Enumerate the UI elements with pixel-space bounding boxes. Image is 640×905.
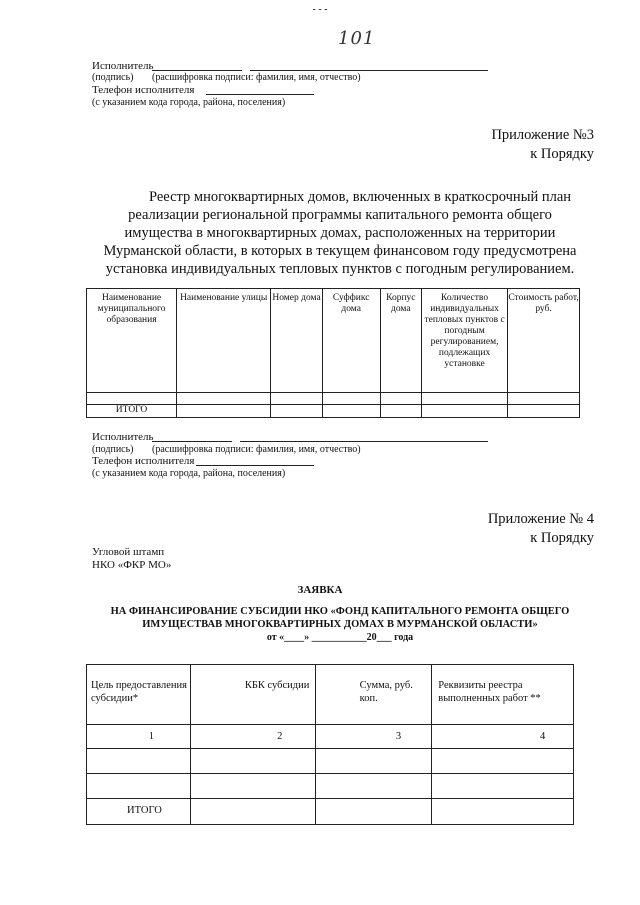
header-cell: Стоимость работ, руб.: [508, 289, 580, 393]
heading-line: установка индивидуальных тепловых пунктов с погодным регулированием.: [105, 261, 575, 277]
header-cell: Суффикс дома: [322, 289, 380, 393]
signature-line: [152, 441, 232, 442]
heading-line: реализации региональной программы капитального ремонта общего: [128, 207, 552, 223]
column-number: 4: [432, 725, 574, 749]
total-row: [87, 799, 574, 825]
table-header-row: [87, 289, 580, 393]
handwritten-page-number: 101: [338, 28, 376, 49]
executor-label: Исполнитель: [92, 60, 154, 72]
request-title: ЗАЯВКА: [297, 584, 343, 596]
header-cell: Корпус дома: [380, 289, 422, 393]
request-heading: [60, 605, 620, 631]
header-cell: Сумма, руб. коп.: [315, 665, 432, 725]
total-label: ИТОГО: [87, 799, 191, 825]
total-label: ИТОГО: [87, 405, 177, 418]
header-cell: Наименование муниципального образования: [87, 289, 177, 393]
request-heading-line: ИМУЩЕСТВАВ МНОГОКВАРТИРНЫХ ДОМАХ В МУРМАНСКОЙ ОБЛАСТИ»: [142, 619, 538, 630]
column-number: 3: [315, 725, 432, 749]
appendix4-title: Приложение № 4: [487, 511, 594, 527]
request-date-line: от «____» ___________20___ года: [266, 632, 414, 643]
signature-line: [152, 70, 242, 71]
decode-hint: (расшифровка подписи: фамилия, имя, отчество): [152, 72, 361, 83]
heading-line: Мурманской области, в которых в текущем финансовом году предусмотрена: [103, 243, 577, 259]
table-header-row: [87, 665, 574, 725]
phone-hint: (с указанием кода города, района, поселения): [92, 468, 286, 479]
header-cell: КБК субсидии: [190, 665, 315, 725]
header-cell: Номер дома: [271, 289, 323, 393]
phone-label: Телефон исполнителя: [92, 455, 195, 467]
corner-stamp-label: Угловой штамп: [92, 546, 165, 558]
organization-label: НКО «ФКР МО»: [92, 559, 172, 571]
appendix3-title: Приложение №3: [491, 127, 594, 143]
appendix3-subtitle: к Порядку: [530, 146, 594, 162]
name-line: [250, 70, 488, 71]
column-number: 2: [190, 725, 315, 749]
header-cell: Наименование улицы: [177, 289, 271, 393]
total-row: [87, 405, 580, 418]
phone-hint: (с указанием кода города, района, поселения): [92, 97, 286, 108]
number-row: [87, 725, 574, 749]
heading-line: имущества в многоквартирных домах, расположенных на территории: [124, 225, 556, 241]
executor-label: Исполнитель: [92, 431, 154, 443]
request-table: [86, 664, 574, 825]
name-line: [240, 441, 488, 442]
header-cell: Количество индивидуальных тепловых пунктов с погодным регулированием, подлежащих установке: [422, 289, 508, 393]
registry-heading: [80, 188, 600, 278]
table-row: [87, 749, 574, 774]
decode-hint: (расшифровка подписи: фамилия, имя, отчество): [152, 444, 361, 455]
phone-line: [206, 94, 314, 95]
heading-line: Реестр многоквартирных домов, включенных в краткосрочный план: [148, 189, 572, 205]
phone-line: [196, 465, 314, 466]
table-row: [87, 393, 580, 405]
top-mark: - - -: [312, 4, 328, 15]
column-number: 1: [87, 725, 191, 749]
phone-label: Телефон исполнителя: [92, 84, 195, 96]
sign-hint: (подпись): [92, 72, 134, 83]
header-cell: Цель предоставления субсидии*: [87, 665, 191, 725]
sign-hint: (подпись): [92, 444, 134, 455]
header-cell: Реквизиты реестра выполненных работ **: [432, 665, 574, 725]
appendix4-subtitle: к Порядку: [530, 530, 594, 546]
table-row: [87, 774, 574, 799]
request-heading-line: НА ФИНАНСИРОВАНИЕ СУБСИДИИ НКО «ФОНД КАПИТАЛЬНОГО РЕМОНТА ОБЩЕГО: [110, 606, 570, 617]
registry-table: [86, 288, 580, 418]
